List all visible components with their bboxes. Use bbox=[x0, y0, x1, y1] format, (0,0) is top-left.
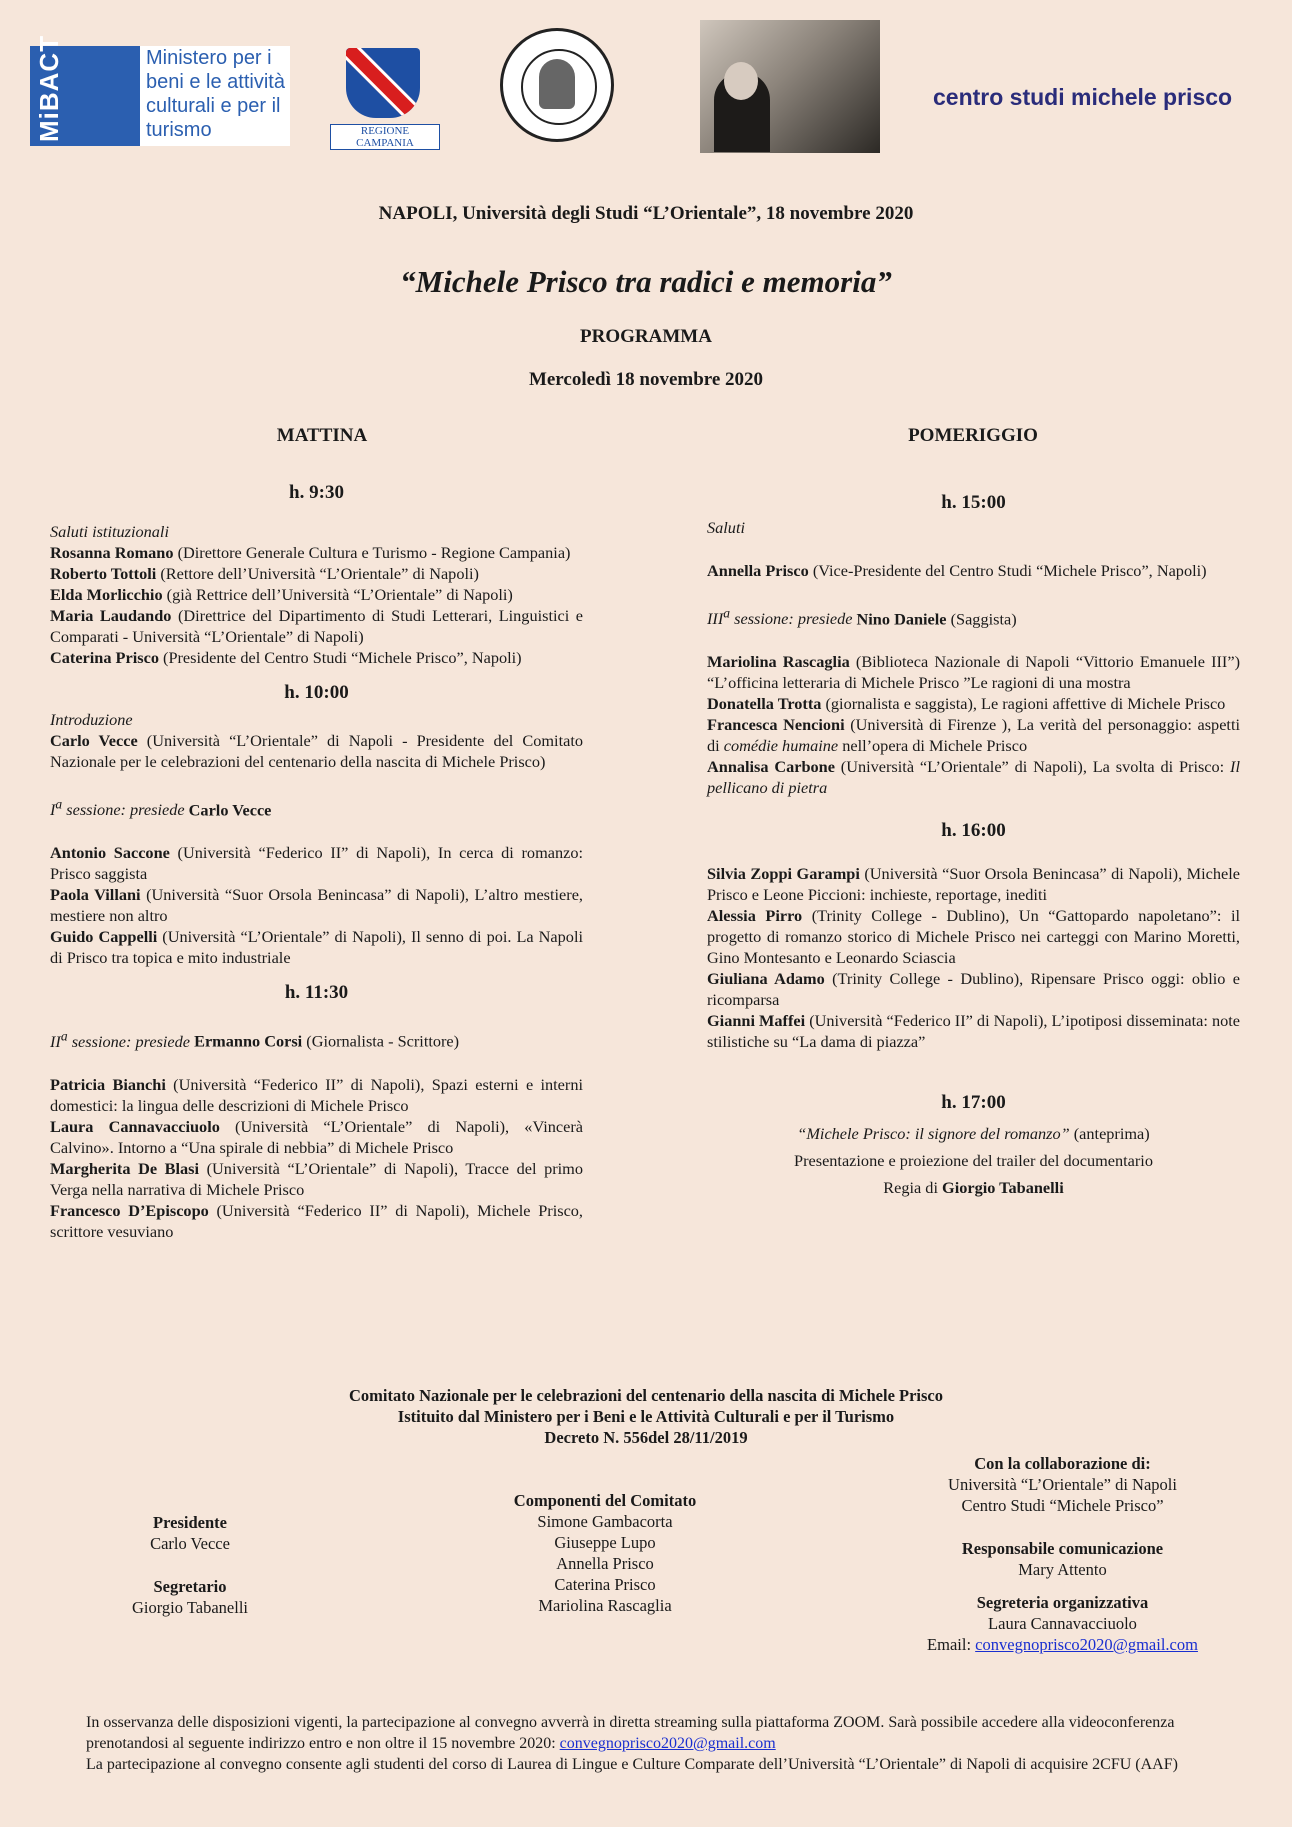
speaker-affiliation: (Direttore Generale Cultura e Turismo - Regione Campania) bbox=[173, 543, 571, 562]
session-number: II bbox=[50, 1031, 61, 1051]
speaker-name: Carlo Vecce bbox=[50, 731, 138, 750]
speaker-name: Annella Prisco bbox=[707, 561, 809, 580]
segretario-label: Segretario bbox=[153, 1577, 227, 1596]
time-slot: h. 9:30 bbox=[289, 482, 344, 503]
speaker-entry bbox=[50, 842, 583, 884]
university-seal-logo bbox=[500, 28, 614, 142]
componenti-label: Componenti del Comitato bbox=[513, 1491, 697, 1510]
committee-members bbox=[455, 1490, 755, 1616]
talk-title: (Università “L’Orientale” di Napoli), Tracce del primo Verga nella narrativa di Michele Prisco bbox=[50, 1158, 583, 1199]
afternoon-program bbox=[707, 492, 1240, 1198]
speaker-affiliation: (Rettore dell’Università “L’Orientale” di Napoli) bbox=[156, 564, 479, 583]
speaker-entry bbox=[50, 884, 583, 926]
speaker-affiliation: (Vice-Presidente del Centro Studi “Michele Prisco”, Napoli) bbox=[808, 561, 1207, 580]
documentary-name: “Michele Prisco: il signore del romanzo” bbox=[797, 1124, 1070, 1144]
speaker-entry bbox=[707, 863, 1240, 905]
documentary-title bbox=[707, 1123, 1240, 1144]
speaker-name: Caterina Prisco bbox=[50, 648, 159, 667]
speaker-name: Silvia Zoppi Garampi bbox=[707, 864, 860, 884]
collab-partner: Università “L’Orientale” di Napoli bbox=[948, 1475, 1177, 1494]
section-label: Saluti istituzionali bbox=[50, 522, 169, 541]
talk-title-italic: comédie humaine bbox=[723, 736, 839, 756]
programma-heading: PROGRAMMA bbox=[580, 326, 712, 347]
email-label: Email: bbox=[927, 1635, 976, 1654]
speaker-name: Francesco D’Episcopo bbox=[50, 1200, 209, 1220]
talk-title: (Università “Federico II” di Napoli), In cerca di romanzo: Prisco saggista bbox=[50, 843, 583, 884]
registration-email-link[interactable]: convegnoprisco2020@gmail.com bbox=[559, 1735, 776, 1752]
member-name: Simone Gambacorta bbox=[537, 1512, 673, 1531]
talk-title: (Trinity College - Dublino), Ripensare Prisco oggi: oblio e ricomparsa bbox=[707, 969, 1240, 1010]
mattina-heading: MATTINA bbox=[276, 425, 368, 446]
event-place: NAPOLI, Università degli Studi “L’Orientale”, 18 novembre 2020 bbox=[378, 203, 914, 224]
talk-title: (Università “L’Orientale” di Napoli), Il senno di poi. La Napoli di Prisco tra topica e mito industriale bbox=[50, 927, 583, 968]
session-chair: Ermanno Corsi bbox=[194, 1031, 303, 1051]
talk-title: (Trinity College - Dublino), Un “Gattopardo napoletano”: il progetto di romanzo storico di Michele Prisco nei carteggi con Marino Moretti, Gino Montesanto e Leonardo Sciascia bbox=[707, 906, 1240, 968]
speaker-entry bbox=[707, 560, 1240, 581]
speaker-entry bbox=[50, 1116, 583, 1158]
mibact-logo-text: Ministero per i beni e le attività culturali e per il turismo bbox=[146, 47, 285, 141]
time-slot: h. 17:00 bbox=[941, 1092, 1006, 1114]
speaker-entry bbox=[50, 605, 583, 647]
speaker-entry bbox=[50, 1200, 583, 1242]
speaker-entry bbox=[50, 926, 583, 968]
talk-title-italic: Il pellicano di pietra bbox=[707, 757, 1240, 798]
speaker-entry bbox=[50, 584, 583, 605]
time-slot: h. 10:00 bbox=[284, 682, 349, 703]
campania-logo-label: REGIONE CAMPANIA bbox=[330, 124, 440, 150]
speaker-entry bbox=[707, 714, 1240, 756]
contact-email bbox=[880, 1634, 1245, 1655]
committee-decree: Decreto N. 556del 28/11/2019 bbox=[544, 1428, 748, 1447]
talk-title: (Università “L’Orientale” di Napoli), La svolta di Prisco: bbox=[834, 757, 1231, 777]
talk-title: (Università di Firenze ), La verità del personaggio: aspetti di bbox=[707, 715, 1240, 756]
session-text: sessione: presiede bbox=[730, 609, 857, 629]
speaker-name: Gianni Maffei bbox=[707, 1011, 806, 1031]
speaker-name: Donatella Trotta bbox=[707, 694, 822, 714]
talk-title: (Università “Federico II” di Napoli), L’ipotiposi disseminata: note stilistiche su “La dama di piazza” bbox=[707, 1011, 1240, 1052]
member-name: Caterina Prisco bbox=[554, 1575, 656, 1594]
speaker-name: Margherita De Blasi bbox=[50, 1158, 200, 1178]
michele-prisco-photo bbox=[700, 20, 880, 153]
director-label: Regia di bbox=[883, 1178, 943, 1198]
speaker-entry bbox=[707, 756, 1240, 798]
speaker-name: Guido Cappelli bbox=[50, 927, 158, 947]
segretario-name: Giorgio Tabanelli bbox=[131, 1598, 248, 1617]
director-name: Giorgio Tabanelli bbox=[942, 1178, 1064, 1198]
documentary-note: (anteprima) bbox=[1069, 1124, 1150, 1144]
regione-campania-logo bbox=[330, 48, 438, 149]
session-ordinal: a bbox=[55, 797, 63, 812]
speaker-entry bbox=[707, 1010, 1240, 1052]
streaming-note bbox=[86, 1712, 1206, 1754]
speaker-entry bbox=[707, 968, 1240, 1010]
session-chair-role: (Giornalista - Scrittore) bbox=[302, 1031, 460, 1051]
presidente-label: Presidente bbox=[153, 1513, 227, 1532]
speaker-name: Rosanna Romano bbox=[50, 543, 174, 562]
collab-partner: Centro Studi “Michele Prisco” bbox=[961, 1496, 1164, 1515]
speaker-entry bbox=[50, 730, 583, 772]
session-header bbox=[50, 794, 583, 820]
session-header bbox=[707, 603, 1240, 629]
morning-program bbox=[50, 482, 583, 1242]
speaker-name: Alessia Pirro bbox=[707, 906, 803, 926]
time-slot: h. 15:00 bbox=[941, 492, 1006, 513]
session-ordinal: a bbox=[723, 606, 731, 621]
speaker-affiliation: (Direttrice del Dipartimento di Studi Letterari, Linguistici e Comparati - Università “L’Orientale” di Napoli) bbox=[50, 606, 583, 646]
session-text: sessione: presiede bbox=[62, 800, 189, 820]
member-name: Mariolina Rascaglia bbox=[538, 1596, 672, 1615]
talk-title: (Università “L’Orientale” di Napoli), «Vincerà Calvino». Intorno a “Una spirale di nebbia” di Michele Prisco bbox=[50, 1116, 583, 1157]
speaker-name: Elda Morlicchio bbox=[50, 585, 163, 604]
speaker-entry bbox=[707, 693, 1240, 714]
speaker-name: Antonio Saccone bbox=[50, 843, 170, 863]
centro-studi-logo: centro studi michele prisco bbox=[933, 84, 1233, 110]
speaker-entry bbox=[50, 647, 583, 668]
speaker-name: Paola Villani bbox=[50, 885, 141, 905]
speaker-name: Maria Laudando bbox=[50, 606, 172, 625]
collab-label: Con la collaborazione di: bbox=[974, 1454, 1151, 1473]
talk-title: (Università “Suor Orsola Benincasa” di Napoli), Michele Prisco e Leone Piccioni: inchieste, reportage, inediti bbox=[707, 864, 1240, 905]
section-label: Saluti bbox=[707, 518, 745, 537]
time-slot: h. 16:00 bbox=[941, 820, 1006, 842]
speaker-entry bbox=[707, 651, 1240, 693]
speaker-name: Mariolina Rascaglia bbox=[707, 652, 850, 672]
documentary-director bbox=[707, 1177, 1240, 1198]
talk-title: (Università “Federico II” di Napoli), Spazi esterni e interni domestici: la lingua delle descrizioni di Michele Prisco bbox=[50, 1074, 583, 1115]
speaker-entry bbox=[50, 1074, 583, 1116]
speaker-affiliation: (già Rettrice dell’Università “L’Orientale” di Napoli) bbox=[162, 585, 513, 604]
speaker-name: Annalisa Carbone bbox=[707, 757, 835, 777]
session-header bbox=[50, 1025, 583, 1051]
speaker-name: Roberto Tottoli bbox=[50, 564, 157, 583]
credits-note: La partecipazione al convegno consente agli studenti del corso di Laurea di Lingue e Culture Comparate dell’Università “L’Orientale” di Napoli di acquisire 2CFU (AAF) bbox=[86, 1756, 1178, 1773]
speaker-entry bbox=[50, 563, 583, 584]
talk-title: (Università “Suor Orsola Benincasa” di Napoli), L’altro mestiere, mestiere non altro bbox=[50, 885, 583, 926]
segreteria-name: Laura Cannavacciuolo bbox=[988, 1614, 1137, 1633]
email-link[interactable]: convegnoprisco2020@gmail.com bbox=[975, 1635, 1198, 1654]
talk-title: (Biblioteca Nazionale di Napoli “Vittorio Emanuele III”) “L’officina letteraria di Michele Prisco ”Le ragioni di una mostra bbox=[707, 652, 1240, 693]
campania-shield-icon bbox=[346, 48, 420, 118]
mibact-logo bbox=[30, 34, 290, 146]
speaker-name: Francesca Nencioni bbox=[707, 715, 845, 735]
talk-title: nell’opera di Michele Prisco bbox=[838, 736, 1028, 756]
event-date: Mercoledì 18 novembre 2020 bbox=[528, 369, 764, 390]
speaker-name: Laura Cannavacciuolo bbox=[50, 1116, 220, 1136]
committee-officers bbox=[90, 1512, 290, 1618]
member-name: Annella Prisco bbox=[556, 1554, 654, 1573]
presidente-name: Carlo Vecce bbox=[150, 1534, 230, 1553]
speaker-name: Patricia Bianchi bbox=[50, 1074, 166, 1094]
pomeriggio-heading: POMERIGGIO bbox=[908, 425, 1038, 446]
session-number: III bbox=[707, 609, 724, 629]
time-slot: h. 11:30 bbox=[284, 982, 349, 1004]
speaker-name: Giuliana Adamo bbox=[707, 969, 825, 989]
session-text: sessione: presiede bbox=[67, 1031, 195, 1051]
session-ordinal: a bbox=[60, 1028, 68, 1044]
comunicazione-label: Responsabile comunicazione bbox=[961, 1539, 1164, 1558]
talk-title: (Università “Federico II” di Napoli), Michele Prisco, scrittore vesuviano bbox=[50, 1200, 584, 1241]
section-label: Introduzione bbox=[50, 710, 133, 729]
documentary-description: Presentazione e proiezione del trailer del documentario bbox=[794, 1151, 1153, 1171]
committee-title: Comitato Nazionale per le celebrazioni del centenario della nascita di Michele Prisco bbox=[348, 1386, 944, 1405]
speaker-entry bbox=[50, 1158, 583, 1200]
member-name: Giuseppe Lupo bbox=[554, 1533, 656, 1552]
participation-notes bbox=[86, 1712, 1206, 1775]
session-number: I bbox=[50, 800, 56, 820]
session-chair-role: (Saggista) bbox=[946, 609, 1017, 629]
speaker-affiliation: (Presidente del Centro Studi “Michele Prisco”, Napoli) bbox=[158, 648, 522, 667]
speaker-entry bbox=[50, 542, 583, 563]
committee-institution: Istituito dal Ministero per i Beni e le Attività Culturali e per il Turismo bbox=[397, 1407, 895, 1426]
comunicazione-name: Mary Attento bbox=[1018, 1560, 1107, 1579]
event-title: “Michele Prisco tra radici e memoria” bbox=[400, 264, 892, 299]
committee-header bbox=[0, 1385, 1292, 1448]
session-chair: Carlo Vecce bbox=[188, 800, 272, 820]
speaker-affiliation: (Università “L’Orientale” di Napoli - Presidente del Comitato Nazionale per le celebrazioni del centenario della nascita di Michele Prisco) bbox=[50, 731, 583, 771]
talk-title: (giornalista e saggista), Le ragioni affettive di Michele Prisco bbox=[821, 694, 1226, 714]
streaming-note-text: In osservanza delle disposizioni vigenti, la partecipazione al convegno avverrà in diretta streaming sulla piattaforma ZOOM. Sarà possibile accedere alla videoconferenza prenotandosi al seguente indirizzo entro e non oltre il 15 novembre 2020: bbox=[86, 1714, 1175, 1752]
mibact-logo-acronym: MiBACT bbox=[34, 34, 64, 142]
segreteria-label: Segreteria organizzativa bbox=[976, 1593, 1149, 1612]
speaker-entry bbox=[707, 905, 1240, 968]
collaboration-block bbox=[880, 1453, 1245, 1655]
session-chair: Nino Daniele bbox=[856, 609, 947, 629]
